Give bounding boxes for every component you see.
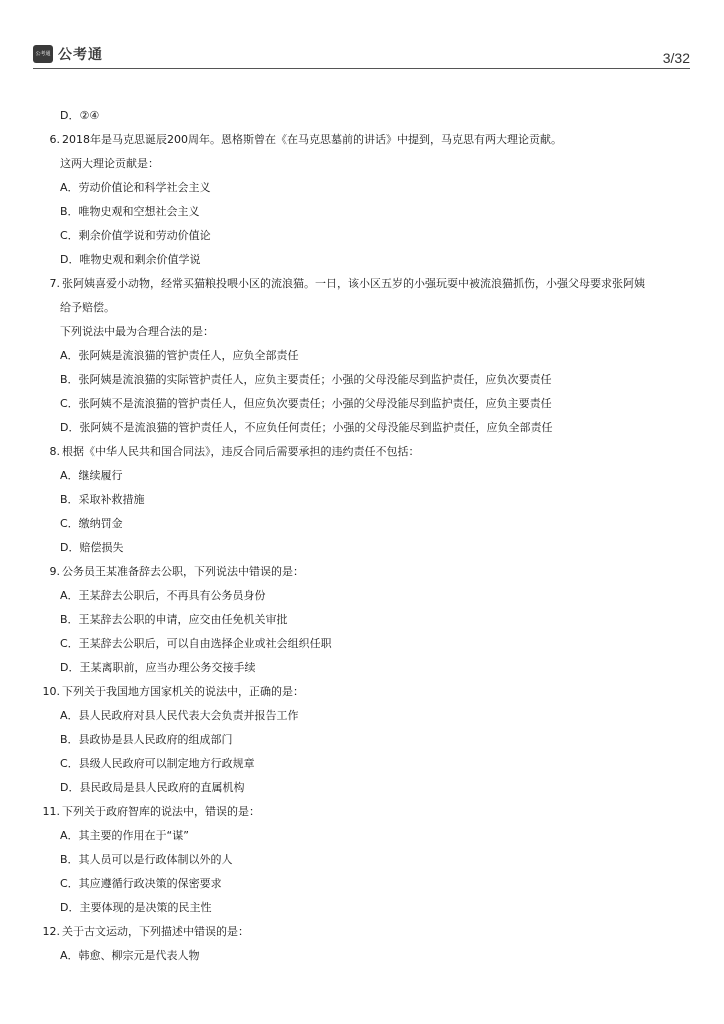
answer-option: D．赔偿损失 [60, 541, 124, 554]
answer-option: C．剩余价值学说和劳动价值论 [60, 229, 211, 242]
answer-option: D．②④ [60, 109, 100, 122]
answer-option: A．王某辞去公职后，不再具有公务员身份 [60, 589, 266, 602]
answer-option: C．县级人民政府可以制定地方行政规章 [60, 757, 255, 770]
answer-option: D．唯物史观和剩余价值学说 [60, 253, 201, 266]
question-number: 8. [49, 445, 60, 458]
header-divider [33, 68, 690, 69]
answer-option: A．县人民政府对县人民代表大会负责并报告工作 [60, 709, 299, 722]
question-stem [38, 560, 690, 584]
answer-option: B．其人员可以是行政体制以外的人 [60, 853, 233, 866]
question-text: 张阿姨喜爱小动物，经常买猫粮投喂小区的流浪猫。一日，该小区五岁的小强玩耍中被流浪猫抓伤，小强父母要求张阿姨 [62, 277, 645, 290]
answer-option: D．张阿姨不是流浪猫的管护责任人，不应负任何责任；小强的父母没能尽到监护责任，应负全部责任 [60, 421, 553, 434]
answer-option: A．张阿姨是流浪猫的管护责任人，应负全部责任 [60, 349, 299, 362]
answer-option: B．唯物史观和空想社会主义 [60, 205, 200, 218]
question-stem [38, 440, 690, 464]
answer-option: C．张阿姨不是流浪猫的管护责任人，但应负次要责任；小强的父母没能尽到监护责任，应负主要责任 [60, 397, 552, 410]
page-header [33, 44, 690, 68]
answer-option: D．王某离职前，应当办理公务交接手续 [60, 661, 256, 674]
question-stem [38, 800, 690, 824]
answer-option: C．其应遵循行政决策的保密要求 [60, 877, 222, 890]
question-text-continued: 这两大理论贡献是： [60, 157, 159, 170]
question-stem [38, 128, 690, 152]
question-number: 11. [42, 805, 60, 818]
question-text: 下列关于我国地方国家机关的说法中，正确的是： [62, 685, 304, 698]
question-stem [38, 920, 690, 944]
logo-text: 公考通 [58, 47, 103, 63]
answer-option: A．其主要的作用在于“谋” [60, 829, 189, 842]
answer-option: D．主要体现的是决策的民主性 [60, 901, 212, 914]
answer-option: A．劳动价值论和科学社会主义 [60, 181, 211, 194]
question-number: 9. [49, 565, 60, 578]
question-number: 10. [42, 685, 60, 698]
answer-option: C．王某辞去公职后，可以自由选择企业或社会组织任职 [60, 637, 332, 650]
question-number: 12. [42, 925, 60, 938]
question-stem [38, 680, 690, 704]
logo-badge-icon: 公考通 [33, 45, 53, 63]
answer-option: A．韩愈、柳宗元是代表人物 [60, 949, 200, 962]
page-number: 3/32 [662, 50, 690, 66]
question-number: 7. [49, 277, 60, 290]
question-text-continued: 下列说法中最为合理合法的是： [60, 325, 214, 338]
answer-option: D．县民政局是县人民政府的直属机构 [60, 781, 245, 794]
answer-option: B．张阿姨是流浪猫的实际管护责任人，应负主要责任；小强的父母没能尽到监护责任，应负次要责任 [60, 373, 552, 386]
question-list [38, 104, 690, 968]
answer-option: C．缴纳罚金 [60, 517, 123, 530]
answer-option: A．继续履行 [60, 469, 123, 482]
question-text: 公务员王某准备辞去公职，下列说法中错误的是： [62, 565, 304, 578]
question-text: 下列关于政府智库的说法中，错误的是： [62, 805, 260, 818]
question-text: 2018年是马克思诞辰200周年。恩格斯曾在《在马克思墓前的讲话》中提到，马克思有两大理论贡献。 [62, 133, 562, 146]
answer-option: B．县政协是县人民政府的组成部门 [60, 733, 233, 746]
question-text: 关于古文运动，下列描述中错误的是： [62, 925, 249, 938]
question-text: 根据《中华人民共和国合同法》，违反合同后需要承担的违约责任不包括： [62, 445, 420, 458]
brand-logo [33, 44, 103, 64]
answer-option: B．采取补救措施 [60, 493, 145, 506]
question-number: 6. [49, 133, 60, 146]
answer-option: B．王某辞去公职的申请，应交由任免机关审批 [60, 613, 288, 626]
question-text-continued: 给予赔偿。 [60, 301, 115, 314]
question-stem [38, 272, 690, 296]
